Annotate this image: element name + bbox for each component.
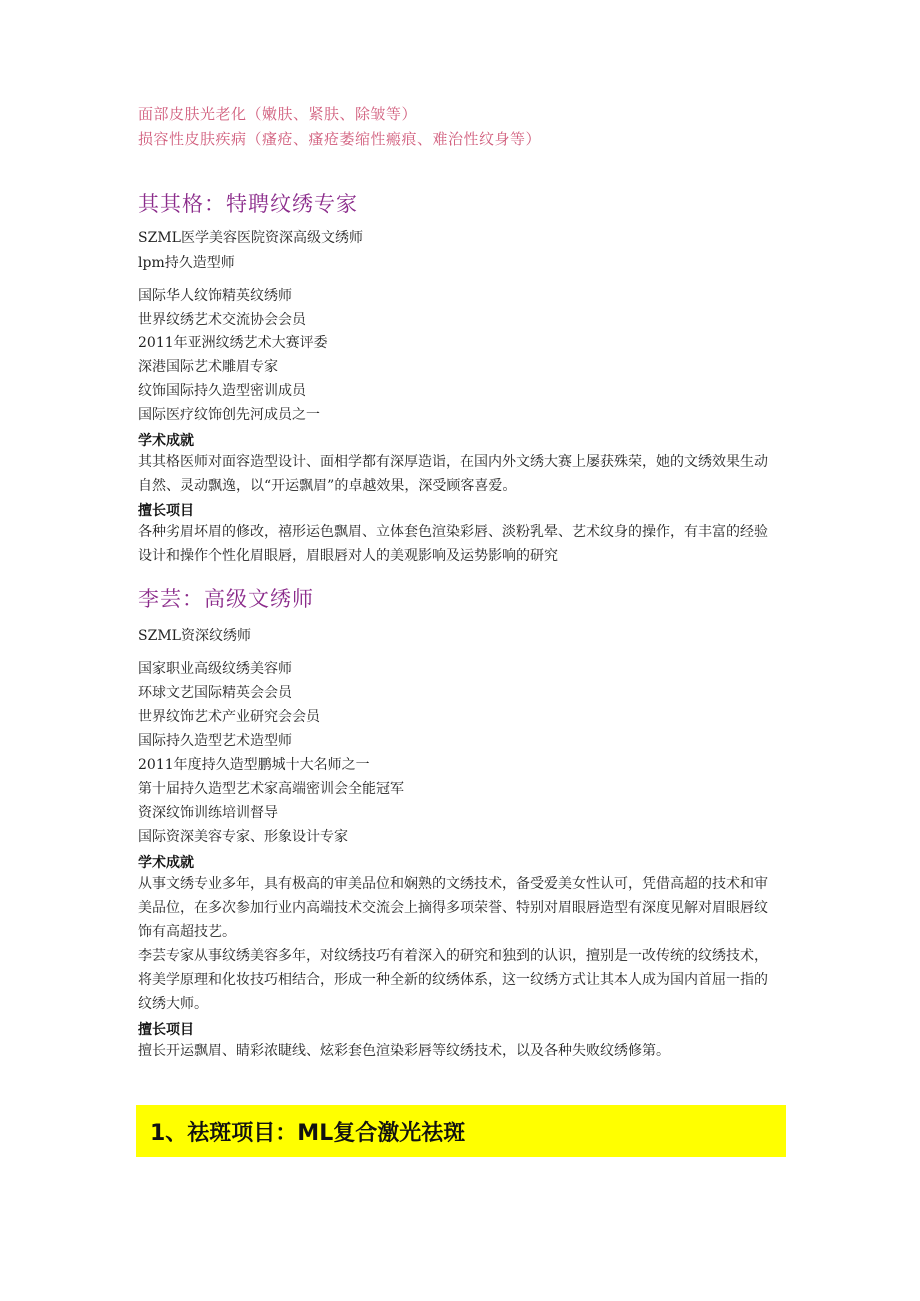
expert2-honor: 第十届持久造型艺术家高端密训会全能冠军 [138,781,404,797]
expert1-title-1: SZML医学美容医院资深高级文绣师 [138,230,363,246]
expert1-honor: 纹饰国际持久造型密训成员 [138,383,306,399]
expert1-achievements-text: 其其格医师对面容造型设计、面相学都有深厚造诣，在国内外文绣大赛上屡获殊荣，她的文绣效果生动自然、灵动飘逸，以“开运飘眉”的卓越效果，深受顾客喜爱。 [138,454,768,494]
intro-line-2: 损容性皮肤疾病（瘙疮、瘙疮萎缩性瘢痕、难治性纹身等） [138,130,542,148]
expert2-honor: 国际资深美容专家、形象设计专家 [138,829,348,845]
expert2-honor: 资深纹饰训练培训督导 [138,805,278,821]
expert1-title-2: lpm持久造型师 [138,255,235,271]
expert1-honor: 世界纹绣艺术交流协会会员 [138,312,306,328]
expert1-specialty-label: 擅长项目 [138,503,194,519]
expert2-honor: 环球文艺国际精英会会员 [138,685,292,701]
expert2-honor: 2011年度持久造型鹏城十大名师之一 [138,757,370,773]
section-banner [136,1105,786,1157]
expert1-specialty-text: 各种劣眉坏眉的修改，禧形运色飘眉、立体套色渲染彩唇、淡粉乳晕、艺术纹身的操作，有丰富的经验设计和操作个性化眉眼唇，眉眼唇对人的美观影响及运势影响的研究 [138,524,768,564]
expert2-heading: 李芸：高级文绣师 [138,587,314,611]
expert1-heading: 其其格：特聘纹绣专家 [138,192,358,216]
expert1-honor: 深港国际艺术雕眉专家 [138,359,278,375]
expert2-honor: 国际持久造型艺术造型师 [138,733,292,749]
expert1-honor: 2011年亚洲纹绣艺术大赛评委 [138,335,328,351]
expert2-achievements-text-1: 从事文绣专业多年，具有极高的审美品位和娴熟的文绣技术，备受爱美女性认可，凭借高超的技术和审美品位，在多次参加行业内高端技术交流会上摘得多项荣誉、特别对眉眼唇造型有深度见解对眉眼唇纹饰有高超技艺。 [138,876,768,940]
expert1-honor: 国际医疗纹饰创先河成员之一 [138,407,320,423]
intro-line-1: 面部皮肤光老化（嫩肤、紧肤、除皱等） [138,105,418,123]
expert2-achievements-text-2: 李芸专家从事纹绣美容多年，对纹绣技巧有着深入的研究和独到的认识，擅别是一改传统的纹绣技术，将美学原理和化妆技巧相结合，形成一种全新的纹绣体系，这一纹绣方式让其本人成为国内首屈一指的纹绣大师。 [138,948,768,1012]
expert2-title: SZML资深纹绣师 [138,628,251,644]
expert2-honor: 世界纹饰艺术产业研究会会员 [138,709,320,725]
expert1-achievements-label: 学术成就 [138,433,194,449]
expert2-specialty-label: 擅长项目 [138,1022,194,1038]
expert2-honor: 国家职业高级纹绣美容师 [138,661,292,677]
expert2-achievements-label: 学术成就 [138,855,194,871]
section-banner-title: 1、祛斑项目：ML复合激光祛斑 [150,1121,466,1146]
expert1-honor: 国际华人纹饰精英纹绣师 [138,288,292,304]
expert2-specialty-text: 擅长开运飘眉、睛彩浓睫线、炫彩套色渲染彩唇等纹绣技术，以及各种失败纹绣修第。 [138,1043,670,1059]
